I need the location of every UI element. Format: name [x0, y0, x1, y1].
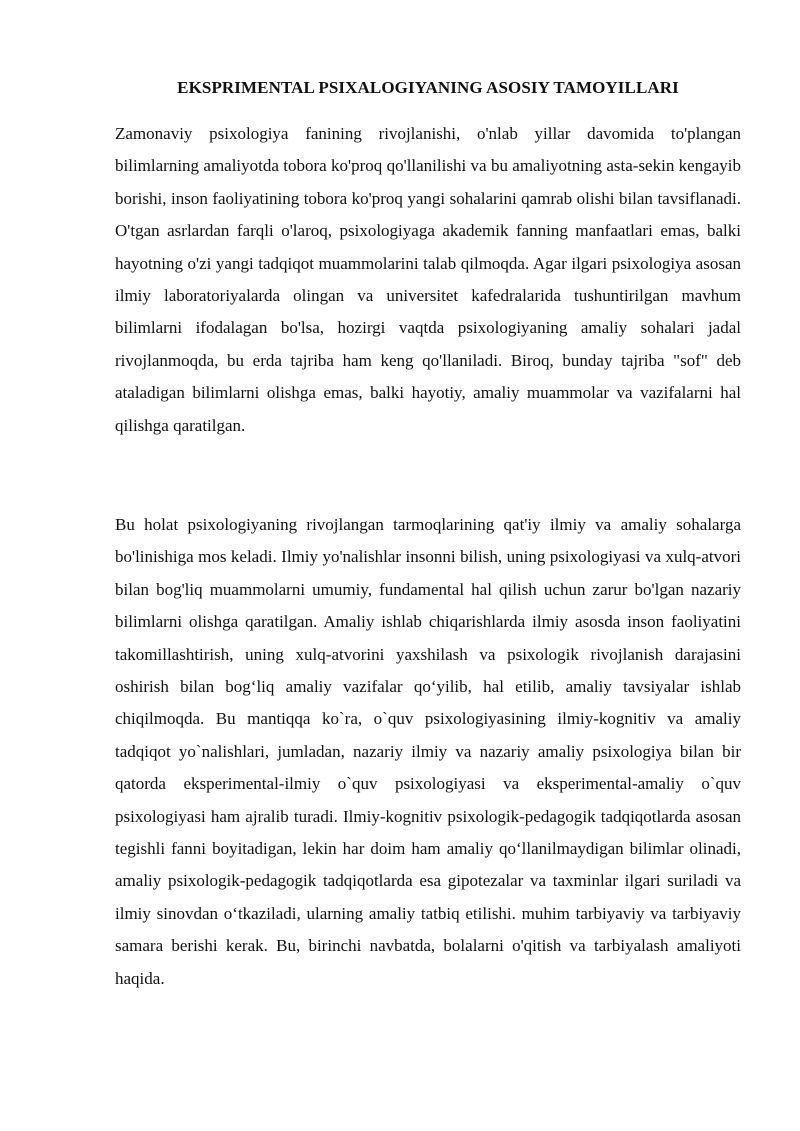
paragraph-research-directions: Bu holat psixologiyaning rivojlangan tarmoqlarining qat'iy ilmiy va amaliy sohalarga bo'linishiga mos keladi. Ilmiy yo'nalishlar insonni bilish, uning psixologiyasi va xulq-atvori bilan bog'liq muammolarni umumiy, fundamental hal qilish uchun zarur bo'lgan nazariy bilimlarni olishga qaratilgan. Amaliy ishlab chiqarishlarda ilmiy asosda inson faoliyatini takomillashtirish, uning xulq-atvorini yaxshilash va psixologik rivojlanish darajasini oshirish bilan bog‘liq amaliy vazifalar qo‘yilib, hal etilib, amaliy tavsiyalar ishlab chiqilmoqda. Bu mantiqqa ko`ra, o`quv psixologiyasining ilmiy-kognitiv va amaliy tadqiqot yo`nalishlari, jumladan, nazariy ilmiy va nazariy amaliy psixologiya bilan bir qatorda eksperimental-ilmiy o`quv psixologiyasi va eksperimental-amaliy o`quv psixologiyasi ham ajralib turadi. Ilmiy-kognitiv psixologik-pedagogik tadqiqotlarda asosan tegishli fanni boyitadigan, lekin har doim ham amaliy qo‘llanilmaydigan bilimlar olinadi, amaliy psixologik-pedagogik tadqiqotlarda esa gipotezalar va taxminlar ilgari suriladi va ilmiy sinovdan o‘tkaziladi, ularning amaliy tatbiq etilishi. muhim tarbiyaviy va tarbiyaviy samara berishi kerak. Bu, birinchi navbatda, bolalarni o'qitish va tarbiyalash amaliyoti haqida. — [115, 515, 741, 988]
document-title: EKSPRIMENTAL PSIXALOGIYANING ASOSIY TAMOYILLARI — [177, 78, 679, 97]
paragraph-intro: Zamonaviy psixologiya fanining rivojlanishi, o'nlab yillar davomida to'plangan bilimlarning amaliyotda tobora ko'proq qo'llanilishi va bu amaliyotning asta-sekin kengayib borishi, inson faoliyatining tobora ko'proq yangi sohalarini qamrab olishi bilan tavsiflanadi. O'tgan asrlardan farqli o'laroq, psixologiyaga akademik fanning manfaatlari emas, balki hayotning o'zi yangi tadqiqot muammolarini talab qilmoqda. Agar ilgari psixologiya asosan ilmiy laboratoriyalarda olingan va universitet kafedralarida tushuntirilgan mavhum bilimlarni ifodalagan bo'lsa, hozirgi vaqtda psixologiyaning amaliy sohalari jadal rivojlanmoqda, bu erda tajriba ham keng qo'llaniladi. Biroq, bunday tajriba "sof" deb ataladigan bilimlarni olishga emas, balki hayotiy, amaliy muammolar va vazifalarni hal qilishga qaratilgan. — [115, 124, 741, 435]
